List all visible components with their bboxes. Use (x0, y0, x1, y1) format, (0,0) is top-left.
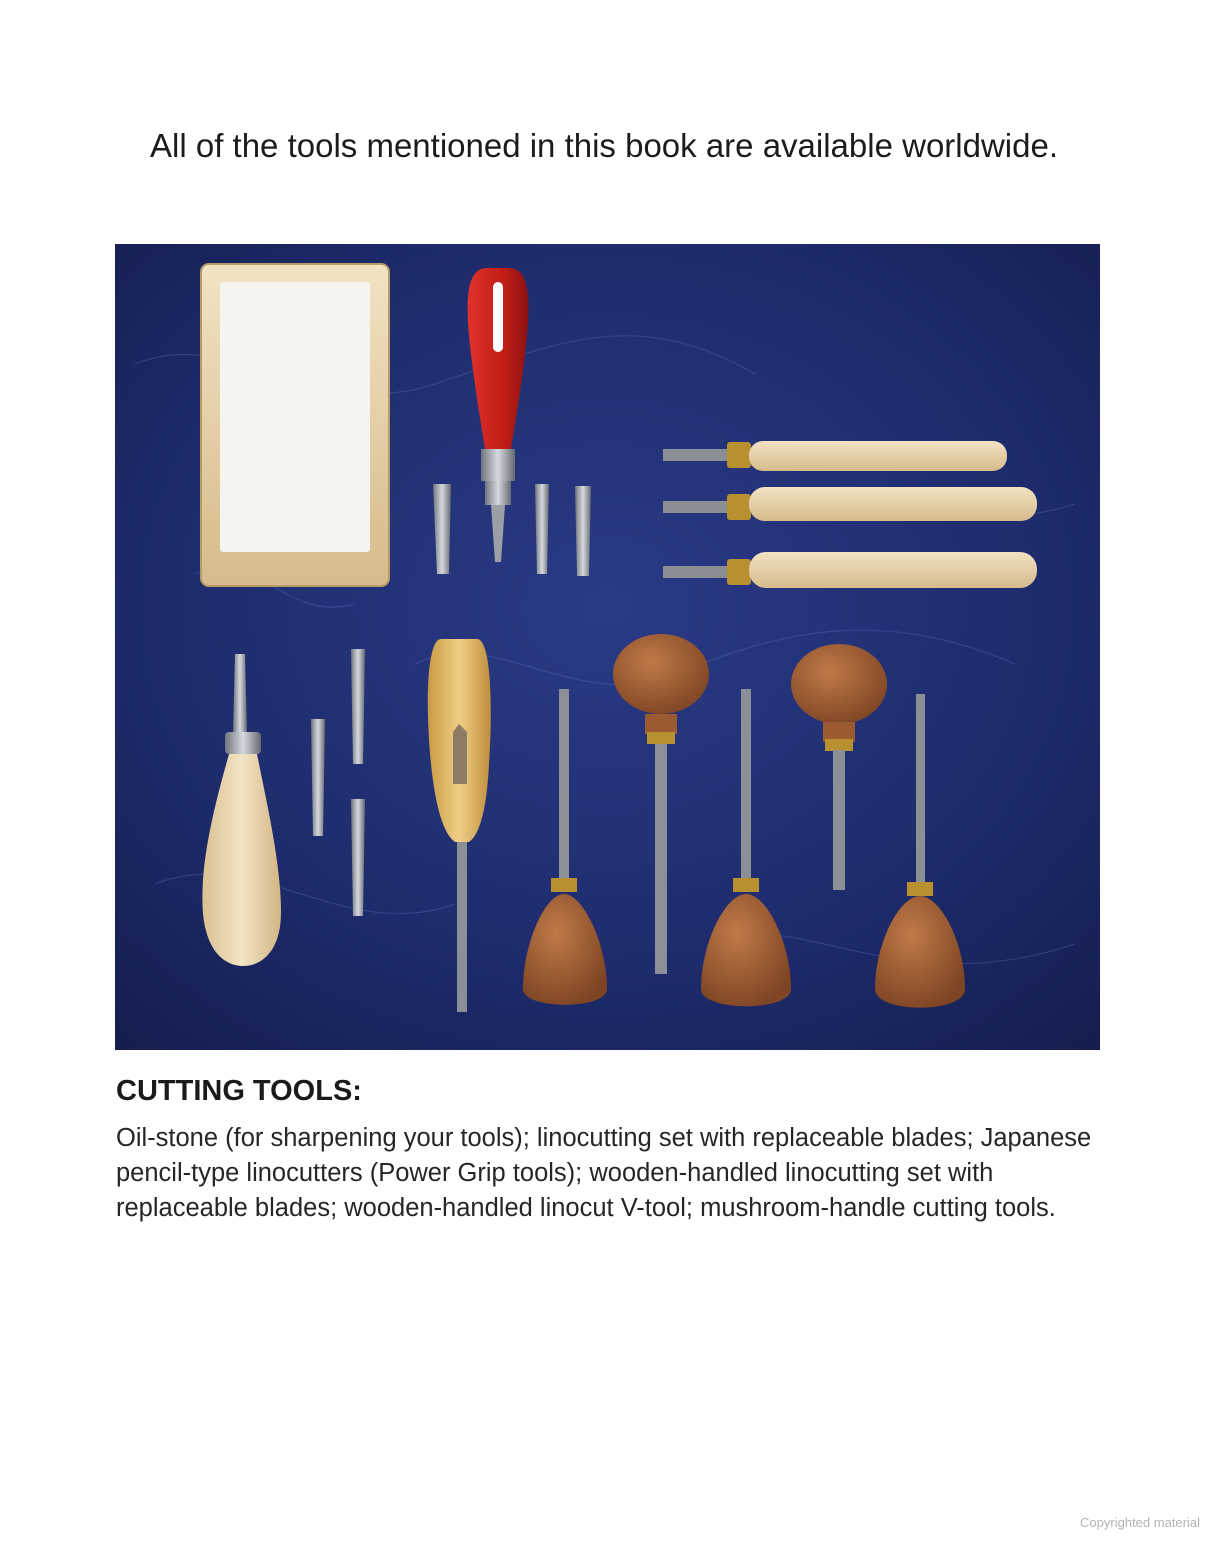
copyright-watermark: Copyrighted material (1080, 1515, 1200, 1530)
intro-paragraph: All of the tools mentioned in this book are available worldwide. (150, 127, 1059, 164)
cutting-tools-photo (115, 244, 1100, 1050)
caption-paragraph: Oil-stone (for sharpening your tools); linocutting set with replaceable blades; Japanese pencil-type linocutters (Power Grip tools); wooden-handled linocutting set with replaceable blades; wooden-handled linocut V-tool; mushroom-handle cutting tools. (116, 1124, 1092, 1222)
section-heading: CUTTING TOOLS: (116, 1075, 362, 1107)
oil-stone (201, 264, 389, 586)
